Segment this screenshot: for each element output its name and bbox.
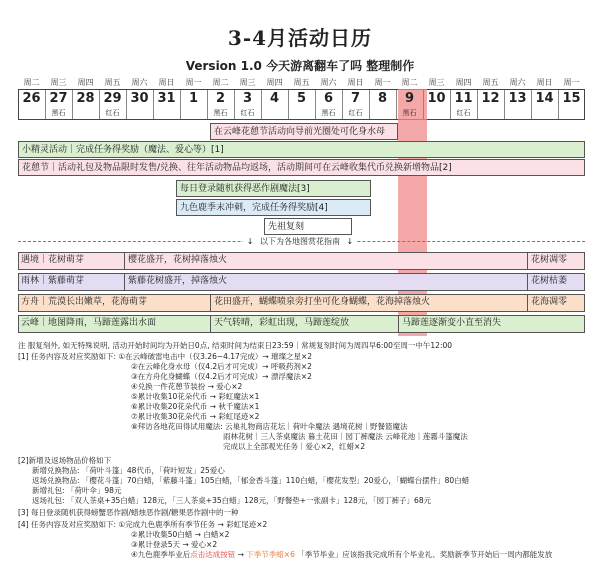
calendar-day: 27	[49, 91, 68, 106]
calendar-day: 10	[427, 91, 446, 106]
region-forest-wither: 花树枯萎	[527, 273, 585, 290]
calendar-day: 13	[508, 91, 527, 106]
day-separator	[72, 90, 73, 119]
candle-note: 红石	[105, 109, 120, 117]
page-title: 3-4月活动日历	[227, 26, 373, 50]
day-separator	[369, 90, 370, 119]
weekday-label: 周五	[293, 78, 310, 87]
region-isle-bloom: 樱花盛开，花树掉落烛火	[124, 252, 324, 269]
orange-highlight: 下季节季蜡×6	[246, 550, 295, 559]
note-1: [1] 任务内容及对应奖励如下: ①在云峰破雷电击中（仅3.26~4.17完成）→ 璀璨之星×2	[18, 352, 313, 361]
weekday-label: 周一	[374, 78, 391, 87]
day-separator	[531, 90, 532, 119]
candle-note: 红石	[456, 109, 471, 117]
weekday-label: 周日	[158, 78, 175, 87]
calendar-day: 12	[481, 91, 500, 106]
weekday-label: 周四	[266, 78, 283, 87]
day-separator	[342, 90, 343, 119]
calendar-day: 30	[130, 91, 149, 106]
day-separator	[315, 90, 316, 119]
note-4-item: ③累计登录5天 → 爱心×2	[131, 540, 218, 549]
note-1-item: ②在云峰化身水母（仅4.2后才可完成）→ 呼吸药剂×2	[131, 362, 312, 371]
weekday-label: 周日	[347, 78, 364, 87]
weekday-label: 周二	[401, 78, 418, 87]
candle-note: 红石	[240, 109, 255, 117]
note-2-item: 返场兑换物品: 「樱花斗篷」70白蜡，「紫藤斗篷」105白蜡，「郁金香斗篷」110白蜡，「樱花发型」20爱心，「蝴蝶台摆件」80白蜡	[32, 476, 470, 485]
calendar-day: 6	[323, 91, 334, 106]
day-separator	[45, 90, 46, 119]
calendar-day: 28	[76, 91, 95, 106]
note-3: [3] 每日登录随机获得螃蟹恶作剧/蜡烛恶作剧/糖果恶作剧中的一种	[18, 508, 239, 517]
calendar-day: 4	[269, 91, 280, 106]
candle-note: 黑石	[402, 109, 417, 117]
day-separator	[288, 90, 289, 119]
candle-note: 红石	[348, 109, 363, 117]
calendar-day: 7	[350, 91, 361, 106]
note-1-item: ⑥累计收集20花朵代币 → 秋千魔法×1	[131, 402, 260, 411]
event-sprite: 小精灵活动｜完成任务得奖励（魔法、爱心等）[1]	[18, 141, 585, 158]
day-separator	[153, 90, 154, 119]
day-separator	[207, 90, 208, 119]
calendar-day: 14	[535, 91, 554, 106]
weekday-label: 周三	[50, 78, 67, 87]
calendar-day: 3	[242, 91, 253, 106]
day-separator	[261, 90, 262, 119]
weekday-label: 周六	[131, 78, 148, 87]
region-isle-wither: 花树凋零	[527, 252, 585, 269]
note-2: [2]新增及返场物品价格如下	[18, 456, 112, 465]
note-1-item: 雨林花树｜三人茶桌魔法 暮土花田｜园丁裤魔法 云峰花池｜莲霧斗篷魔法	[223, 432, 468, 441]
weekday-label: 周日	[536, 78, 553, 87]
note-1-item: 完成以上全部观光任务｜爱心×2，红蜡×2	[223, 442, 366, 451]
weekday-label: 周五	[482, 78, 499, 87]
candle-note: 黑石	[51, 109, 66, 117]
region-peak-bloom: 天气转晴，彩虹出现，马蹄莲绽放	[210, 315, 398, 332]
weekday-label: 周二	[23, 78, 40, 87]
region-ark-wither: 花海凋零	[527, 294, 585, 311]
event-traveling-spirit: 先祖复刻	[264, 218, 352, 235]
region-forest-bloom: 紫藤花树盛开，掉落烛火	[124, 273, 324, 290]
weekday-label: 周四	[455, 78, 472, 87]
region-isle-sprout: 遇境｜花树萌芽	[21, 255, 85, 265]
note-2-item: 新增兑换物品: 「荷叶斗篷」48代币，「荷叶短发」25爱心	[32, 466, 225, 475]
weekday-label: 周三	[428, 78, 445, 87]
calendar-day: 2	[215, 91, 226, 106]
event-deer-season: 九色鹿季末冲刺，完成任务得奖励[4]	[176, 199, 371, 216]
weekday-label: 周五	[104, 78, 121, 87]
weekday-label: 周三	[239, 78, 256, 87]
region-forest-sprout: 雨林｜紫藤萌芽	[21, 276, 85, 286]
calendar-day: 5	[296, 91, 307, 106]
day-separator	[477, 90, 478, 119]
calendar-day: 31	[157, 91, 176, 106]
region-peak-fade: 马蹄莲逐渐变小直至消失	[398, 315, 585, 332]
weekday-label: 周一	[563, 78, 580, 87]
red-highlight: 点击达成按钮	[190, 550, 236, 559]
day-separator	[450, 90, 451, 119]
weekday-label: 周四	[77, 78, 94, 87]
candle-note: 黑石	[213, 109, 228, 117]
day-separator	[423, 90, 424, 119]
note-1-item: ⑤累计收集10花朵代币 → 彩虹魔法×1	[131, 392, 260, 401]
region-peak-rain: 云峰｜地图降雨，马蹄莲露出水面	[21, 318, 157, 328]
calendar-day: 1	[188, 91, 199, 106]
weekday-label: 周一	[185, 78, 202, 87]
note-2-item: 新增礼包: 「荷叶伞」98元	[32, 486, 122, 495]
note-4-item: ④九色鹿季毕业后点击达成按钮 → 下季节季蜡×6 「季节毕业」应该指我完成所有个毕业礼、奖励新季节开始后一周内都能发放	[131, 550, 553, 559]
page-subtitle: Version 1.0 今天游离翻车了吗 整理制作	[185, 59, 415, 73]
calendar-day: 26	[22, 91, 41, 106]
calendar-day: 15	[562, 91, 581, 106]
weekday-label: 周六	[320, 78, 337, 87]
weekday-label: 周二	[212, 78, 229, 87]
day-separator	[99, 90, 100, 119]
note-1-item: ⑧拜访各地花田得试用魔法: 云巢礼物商店花坛｜荷叶伞魔法 遇境花树｜野餐篮魔法	[131, 422, 408, 431]
calendar-day: 9	[404, 91, 415, 106]
note-general: 注 服复刻外, 如无特殊说明, 活动开始时间均为开始日0点, 结束时间为结束日23:59｜常规复刻时间为周四早6:00至周一中午12:00	[18, 341, 453, 350]
note-1-item: ⑦累计收集30花朵代币 → 彩虹尾迹×2	[131, 412, 260, 421]
calendar-day: 8	[377, 91, 388, 106]
event-jellyfish: 在云峰花憩节活动向导前光圈处可化身水母	[210, 123, 398, 140]
calendar-day: 11	[454, 91, 473, 106]
day-separator	[504, 90, 505, 119]
note-4: [4] 任务内容及对应奖励如下: ①完成九色鹿季所有季节任务 → 彩虹尾迹×2	[18, 520, 268, 529]
note-1-item: ④兑换一件花憩节装扮 → 爱心×2	[131, 382, 243, 391]
day-separator	[396, 90, 397, 119]
region-ark-bloom: 花田盛开，蝴蝶喷泉旁打坐可化身蝴蝶，花海掉落烛火	[210, 294, 527, 311]
day-separator	[558, 90, 559, 119]
region-ark-sprout: 方舟｜荒漠长出嫩草，花海萌芽	[21, 297, 148, 307]
candle-note: 黑石	[321, 109, 336, 117]
day-separator	[234, 90, 235, 119]
event-prank-magic: 每日登录随机获得恶作剧魔法[3]	[176, 180, 371, 197]
weekday-label: 周六	[509, 78, 526, 87]
event-flower-festival: 花憩节｜活动礼包及物品限时发售/兑换、往年活动物品均返场，活动期间可在云峰收集代币兑换新增物品[2]	[18, 159, 585, 176]
section-divider-label: ↓ 以下为各地图赏花指南 ↓	[0, 236, 600, 247]
note-2-item: 返场礼包: 「双人茶桌+35白蜡」128元，「三人茶桌+35白蜡」128元，「野餐垫+一张副卡」128元，「园丁裤子」68元	[32, 496, 432, 505]
day-separator	[180, 90, 181, 119]
calendar-day: 29	[103, 91, 122, 106]
note-1-item: ③在方舟化身蝴蝶（仅4.2后才可完成）→ 漂浮魔法×2	[131, 372, 312, 381]
day-separator	[126, 90, 127, 119]
note-4-item: ②累计收集50白蜡 → 白蜡×2	[131, 530, 230, 539]
